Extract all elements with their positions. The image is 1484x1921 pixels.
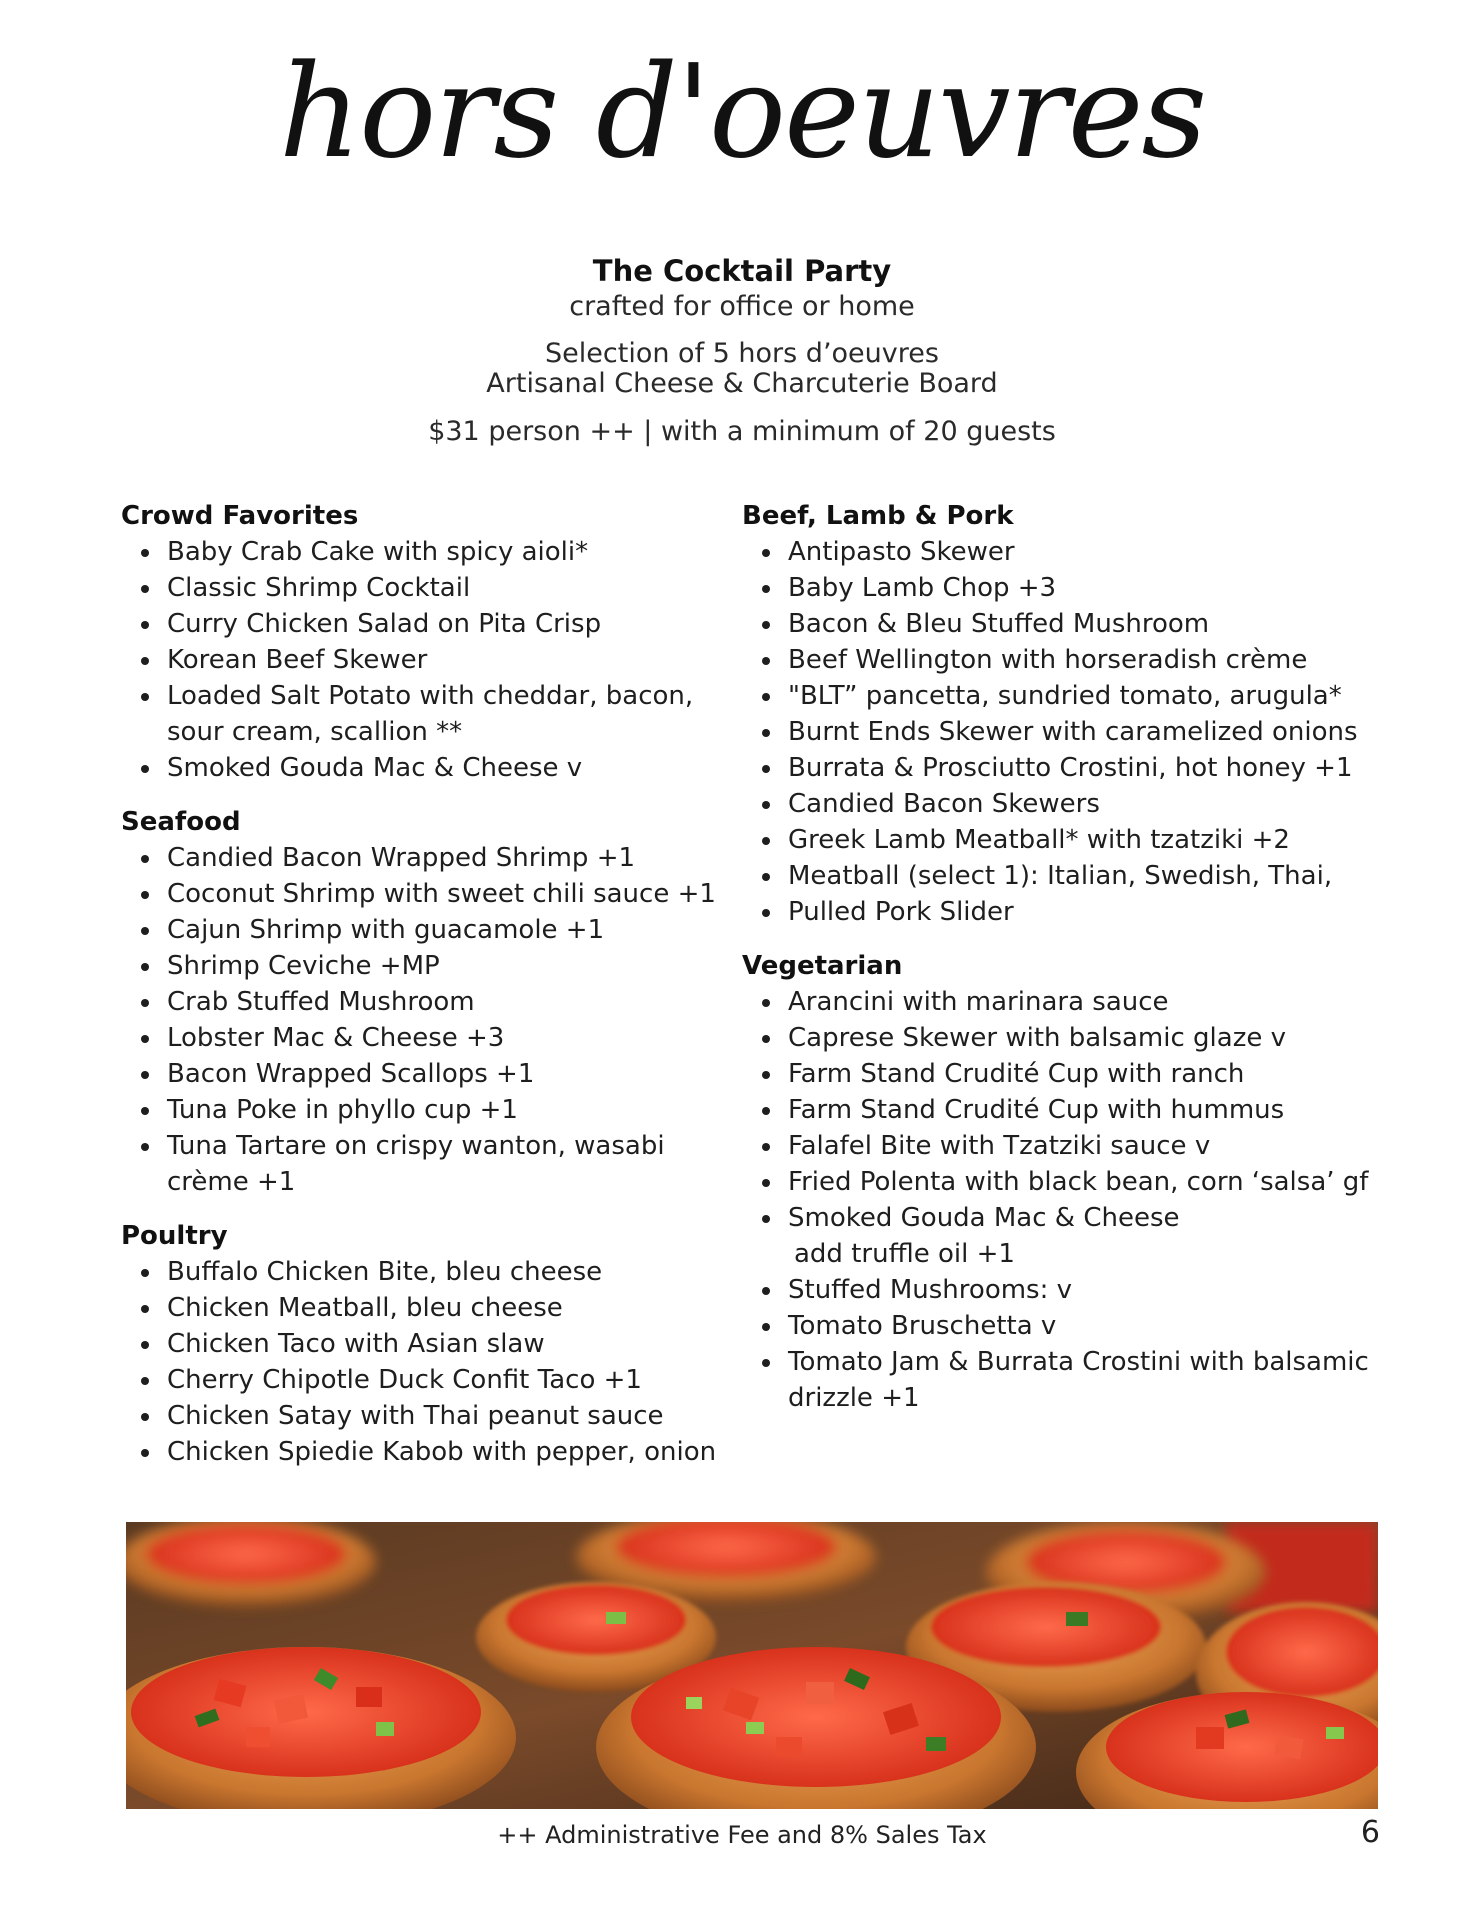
bruschetta-photo [126, 1522, 1378, 1809]
list-item: Smoked Gouda Mac & Cheese add truffle oil +1 [742, 1200, 1382, 1272]
section-heading: Crowd Favorites [121, 501, 359, 531]
list-item: Loaded Salt Potato with cheddar, bacon, sour cream, scallion ** [121, 678, 731, 750]
list-item: Stuffed Mushrooms: v [742, 1272, 1382, 1308]
list-item: Chicken Spiedie Kabob with pepper, onion [121, 1434, 731, 1470]
list-item: "BLT” pancetta, sundried tomato, arugula* [742, 678, 1382, 714]
list-item: Coconut Shrimp with sweet chili sauce +1 [121, 876, 731, 912]
list-item: Lobster Mac & Cheese +3 [121, 1020, 731, 1056]
list-item: Tomato Bruschetta v [742, 1308, 1382, 1344]
list-item: Curry Chicken Salad on Pita Crisp [121, 606, 731, 642]
list-item: Chicken Satay with Thai peanut sauce [121, 1398, 731, 1434]
list-item: Baby Crab Cake with spicy aioli* [121, 534, 731, 570]
section-seafood [121, 804, 731, 1200]
section-heading: Vegetarian [742, 951, 903, 981]
list-item: Burnt Ends Skewer with caramelized onions [742, 714, 1382, 750]
list-item: Farm Stand Crudité Cup with hummus [742, 1092, 1382, 1128]
section-crowd-favorites [121, 498, 731, 786]
list-item: Farm Stand Crudité Cup with ranch [742, 1056, 1382, 1092]
list-item: Meatball (select 1): Italian, Swedish, Thai, [742, 858, 1382, 894]
footer-note: ++ Administrative Fee and 8% Sales Tax [497, 1821, 987, 1849]
list-item: Bacon & Bleu Stuffed Mushroom [742, 606, 1382, 642]
package-line-2: Artisanal Cheese & Charcuterie Board [486, 368, 998, 399]
page-title: hors d'oeuvres [278, 38, 1206, 187]
right-column [742, 498, 1382, 1434]
section-heading: Poultry [121, 1221, 228, 1251]
list-item: Tuna Poke in phyllo cup +1 [121, 1092, 731, 1128]
list-item: Candied Bacon Wrapped Shrimp +1 [121, 840, 731, 876]
list-item: Cherry Chipotle Duck Confit Taco +1 [121, 1362, 731, 1398]
list-item: Caprese Skewer with balsamic glaze v [742, 1020, 1382, 1056]
list-item: Arancini with marinara sauce [742, 984, 1382, 1020]
list-item: Greek Lamb Meatball* with tzatziki +2 [742, 822, 1382, 858]
list-item: Candied Bacon Skewers [742, 786, 1382, 822]
list-item: Bacon Wrapped Scallops +1 [121, 1056, 731, 1092]
section-beef-lamb-pork [742, 498, 1382, 930]
list-item: Tuna Tartare on crispy wanton, wasabi crème +1 [121, 1128, 731, 1200]
list-item: Buffalo Chicken Bite, bleu cheese [121, 1254, 731, 1290]
package-price: $31 person ++ | with a minimum of 20 guests [428, 416, 1056, 447]
list-item: Falafel Bite with Tzatziki sauce v [742, 1128, 1382, 1164]
package-subtitle: crafted for office or home [569, 291, 915, 322]
list-item: Beef Wellington with horseradish crème [742, 642, 1382, 678]
list-item: Antipasto Skewer [742, 534, 1382, 570]
package-title: The Cocktail Party [592, 254, 892, 288]
list-item: Chicken Meatball, bleu cheese [121, 1290, 731, 1326]
list-item: Korean Beef Skewer [121, 642, 731, 678]
section-heading: Beef, Lamb & Pork [742, 501, 1014, 531]
list-item: Shrimp Ceviche +MP [121, 948, 731, 984]
section-vegetarian [742, 948, 1382, 1416]
list-item: Smoked Gouda Mac & Cheese v [121, 750, 731, 786]
list-item: Cajun Shrimp with guacamole +1 [121, 912, 731, 948]
list-item: Baby Lamb Chop +3 [742, 570, 1382, 606]
list-item: Burrata & Prosciutto Crostini, hot honey +1 [742, 750, 1382, 786]
list-item: Classic Shrimp Cocktail [121, 570, 731, 606]
list-item: Pulled Pork Slider [742, 894, 1382, 930]
list-item: Crab Stuffed Mushroom [121, 984, 731, 1020]
left-column [121, 498, 731, 1488]
list-item: Fried Polenta with black bean, corn ‘salsa’ gf [742, 1164, 1382, 1200]
section-poultry [121, 1218, 731, 1470]
list-item: Chicken Taco with Asian slaw [121, 1326, 731, 1362]
intro-block [0, 253, 1484, 447]
list-item: Tomato Jam & Burrata Crostini with balsamic drizzle +1 [742, 1344, 1382, 1416]
section-heading: Seafood [121, 807, 241, 837]
package-line-1: Selection of 5 hors d’oeuvres [545, 338, 939, 369]
page-number: 6 [1360, 1815, 1380, 1850]
